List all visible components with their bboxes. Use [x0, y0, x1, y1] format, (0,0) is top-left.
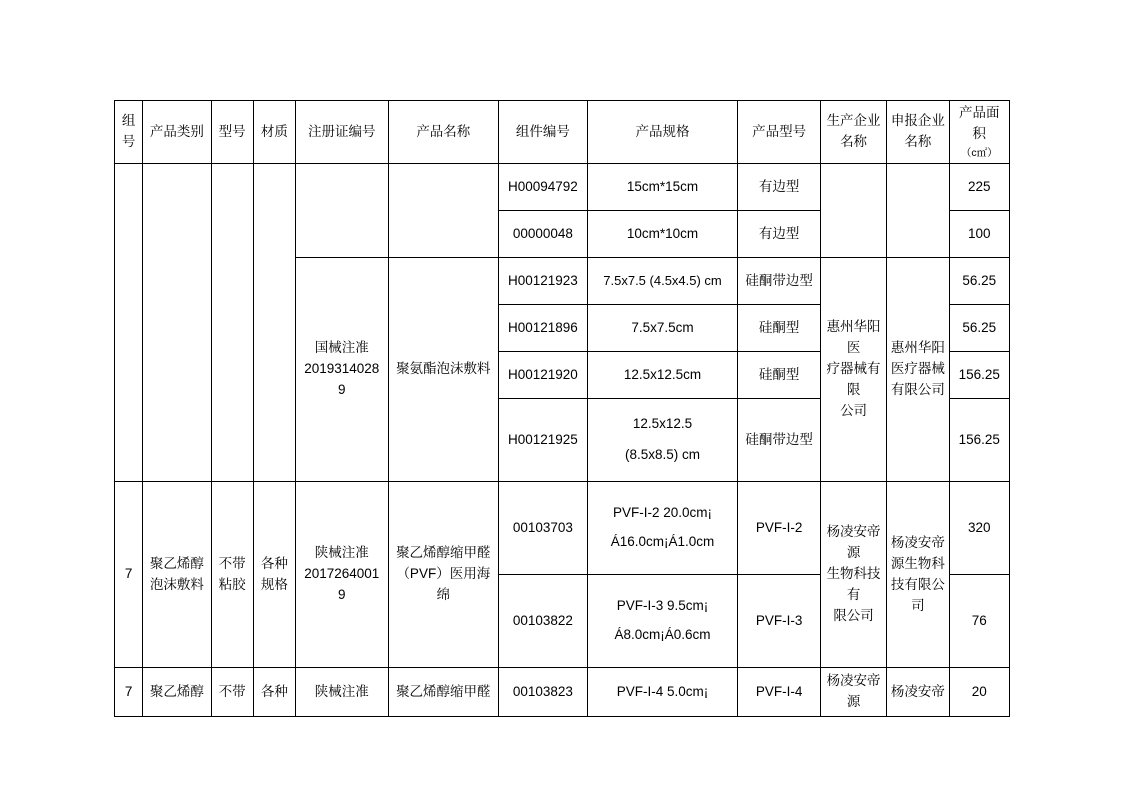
cell-product-model: PVF-I-2 [738, 482, 820, 575]
cell-product-model: 硅酮型 [738, 305, 820, 352]
cell-area: 156.25 [949, 352, 1009, 399]
cell-registration-no-block3: 陕械注准 [296, 668, 389, 717]
header-manufacturer [820, 101, 886, 164]
cell-component-no: H00094792 [499, 164, 587, 211]
cell-category-block1 [143, 164, 211, 482]
table-header-row [115, 101, 1010, 164]
cell-model-block3: 不带 [211, 668, 253, 717]
cell-component-no: H00121925 [499, 399, 587, 482]
cell-group-no-block3: 7 [115, 668, 143, 717]
cell-specification [587, 399, 738, 482]
cell-area: 56.25 [949, 305, 1009, 352]
registration-no-line-3: 9 [338, 382, 346, 398]
cell-manufacturer-block1-top [820, 164, 886, 258]
cell-specification: 12.5x12.5cm [587, 352, 738, 399]
specification-line-1: PVF-I-3 9.5cm¡ [616, 598, 709, 614]
cell-area: 100 [949, 211, 1009, 258]
cell-product-name-block1: 聚氨酯泡沫敷料 [388, 258, 499, 482]
cell-area: 320 [949, 482, 1009, 575]
cell-area: 20 [949, 668, 1009, 717]
product-name-line-3: 绵 [436, 587, 451, 603]
registration-no-line-3: 9 [338, 587, 346, 603]
table-row [115, 164, 1010, 211]
cell-area: 156.25 [949, 399, 1009, 482]
cell-specification [587, 575, 738, 668]
manufacturer-line-3: 公司 [840, 402, 868, 418]
manufacturer-line-1: 杨凌安帝源 [826, 524, 881, 561]
header-manufacturer-l1: 生产企业 [826, 113, 881, 129]
applicant-line-3: 技有限公 [890, 576, 945, 592]
cell-specification: PVF-I-4 5.0cm¡ [587, 668, 738, 717]
cell-specification: 10cm*10cm [587, 211, 738, 258]
header-model: 型号 [211, 101, 253, 164]
product-name-line-2: （PVF）医用海 [396, 566, 491, 582]
header-applicant [887, 101, 949, 164]
cell-specification: 15cm*15cm [587, 164, 738, 211]
cell-product-name-block3: 聚乙烯醇缩甲醛 [388, 668, 499, 717]
applicant-line-2: 医疗器械 [890, 361, 945, 377]
cell-applicant-block1-top [887, 164, 949, 258]
header-material: 材质 [253, 101, 295, 164]
cell-specification: 7.5x7.5 (4.5x4.5) cm [587, 258, 738, 305]
manufacturer-line-1: 惠州华阳医 [826, 319, 881, 356]
cell-group-no-block1 [115, 164, 143, 482]
specification-line-1: 12.5x12.5 [632, 416, 693, 432]
header-component-no: 组件编号 [499, 101, 587, 164]
cell-model-block2 [211, 482, 253, 668]
cell-material-block1 [253, 164, 295, 482]
manufacturer-line-3: 限公司 [833, 607, 874, 623]
cell-group-no-block2: 7 [115, 482, 143, 668]
cell-product-model: 硅酮带边型 [738, 258, 820, 305]
cell-component-no: H00121920 [499, 352, 587, 399]
cell-applicant-block1 [887, 258, 949, 482]
cell-area: 76 [949, 575, 1009, 668]
header-manufacturer-l2: 名称 [840, 134, 868, 150]
specification-line-2: (8.5x8.5) cm [625, 447, 701, 463]
cell-component-no: 00103703 [499, 482, 587, 575]
cell-product-model: PVF-I-3 [738, 575, 820, 668]
material-line-1: 各种 [260, 555, 288, 571]
cell-category-block2 [143, 482, 211, 668]
header-group-no-l1: 组号 [121, 113, 136, 150]
cell-registration-no-block2 [296, 482, 389, 668]
header-category: 产品类别 [143, 101, 211, 164]
cell-product-model: 有边型 [738, 164, 820, 211]
cell-component-no: H00121896 [499, 305, 587, 352]
cell-area: 56.25 [949, 258, 1009, 305]
cell-product-model: PVF-I-4 [738, 668, 820, 717]
cell-model-block1 [211, 164, 253, 482]
cell-area: 225 [949, 164, 1009, 211]
product-registration-table-wrapper [114, 100, 1010, 717]
cell-product-name-block1-top [388, 164, 499, 258]
model-line-1: 不带 [218, 555, 246, 571]
cell-applicant-block2 [887, 482, 949, 668]
cell-material-block3: 各种 [253, 668, 295, 717]
header-group-no [115, 101, 143, 164]
header-product-model: 产品型号 [738, 101, 820, 164]
cell-applicant-block3: 杨凌安帝 [887, 668, 949, 717]
cell-specification: 7.5x7.5cm [587, 305, 738, 352]
cell-product-model: 有边型 [738, 211, 820, 258]
applicant-line-1: 惠州华阳 [890, 340, 945, 356]
applicant-line-3: 有限公司 [890, 382, 945, 398]
applicant-line-4: 司 [911, 597, 925, 613]
cell-component-no: H00121923 [499, 258, 587, 305]
specification-line-1: PVF-I-2 20.0cm¡ [613, 505, 713, 521]
product-name-line-1: 聚乙烯醇缩甲醛 [396, 545, 491, 561]
cell-manufacturer-block2 [820, 482, 886, 668]
model-line-2: 粘胶 [218, 576, 246, 592]
table-row [115, 482, 1010, 575]
cell-material-block2 [253, 482, 295, 668]
material-line-2: 规格 [260, 576, 288, 592]
cell-product-name-block2 [388, 482, 499, 668]
cell-manufacturer-block1 [820, 258, 886, 482]
manufacturer-line-2: 疗器械有限 [826, 361, 881, 398]
product-registration-table [114, 100, 1010, 717]
cell-registration-no-block1 [296, 258, 389, 482]
cell-component-no: 00103823 [499, 668, 587, 717]
category-line-2: 泡沫敷料 [149, 576, 204, 592]
cell-category-block3: 聚乙烯醇 [143, 668, 211, 717]
applicant-line-2: 源生物科 [890, 555, 945, 571]
table-row [115, 668, 1010, 717]
category-line-1: 聚乙烯醇 [149, 555, 204, 571]
manufacturer-line-2: 生物科技有 [826, 566, 881, 603]
cell-registration-no-block1-top [296, 164, 389, 258]
header-area [949, 101, 1009, 164]
header-applicant-l2: 名称 [904, 134, 932, 150]
header-product-name: 产品名称 [388, 101, 499, 164]
specification-line-2: Á16.0cm¡Á1.0cm [610, 534, 715, 550]
header-applicant-l1: 申报企业 [890, 113, 945, 129]
cell-component-no: 00103822 [499, 575, 587, 668]
registration-no-line-1: 陕械注准 [314, 545, 369, 561]
registration-no-line-2: 2017264001 [304, 566, 380, 582]
registration-no-line-2: 2019314028 [304, 361, 380, 377]
header-specification: 产品规格 [587, 101, 738, 164]
header-registration-no: 注册证编号 [296, 101, 389, 164]
header-area-l1: 产品面积 [959, 105, 1000, 141]
cell-product-model: 硅酮型 [738, 352, 820, 399]
cell-component-no: 00000048 [499, 211, 587, 258]
cell-product-model: 硅酮带边型 [738, 399, 820, 482]
cell-specification [587, 482, 738, 575]
header-area-unit: （c㎡） [960, 146, 998, 159]
applicant-line-1: 杨凌安帝 [890, 534, 945, 550]
registration-no-line-1: 国械注准 [314, 340, 369, 356]
specification-line-2: Á8.0cm¡Á0.6cm [614, 627, 711, 643]
cell-manufacturer-block3: 杨凌安帝源 [820, 668, 886, 717]
